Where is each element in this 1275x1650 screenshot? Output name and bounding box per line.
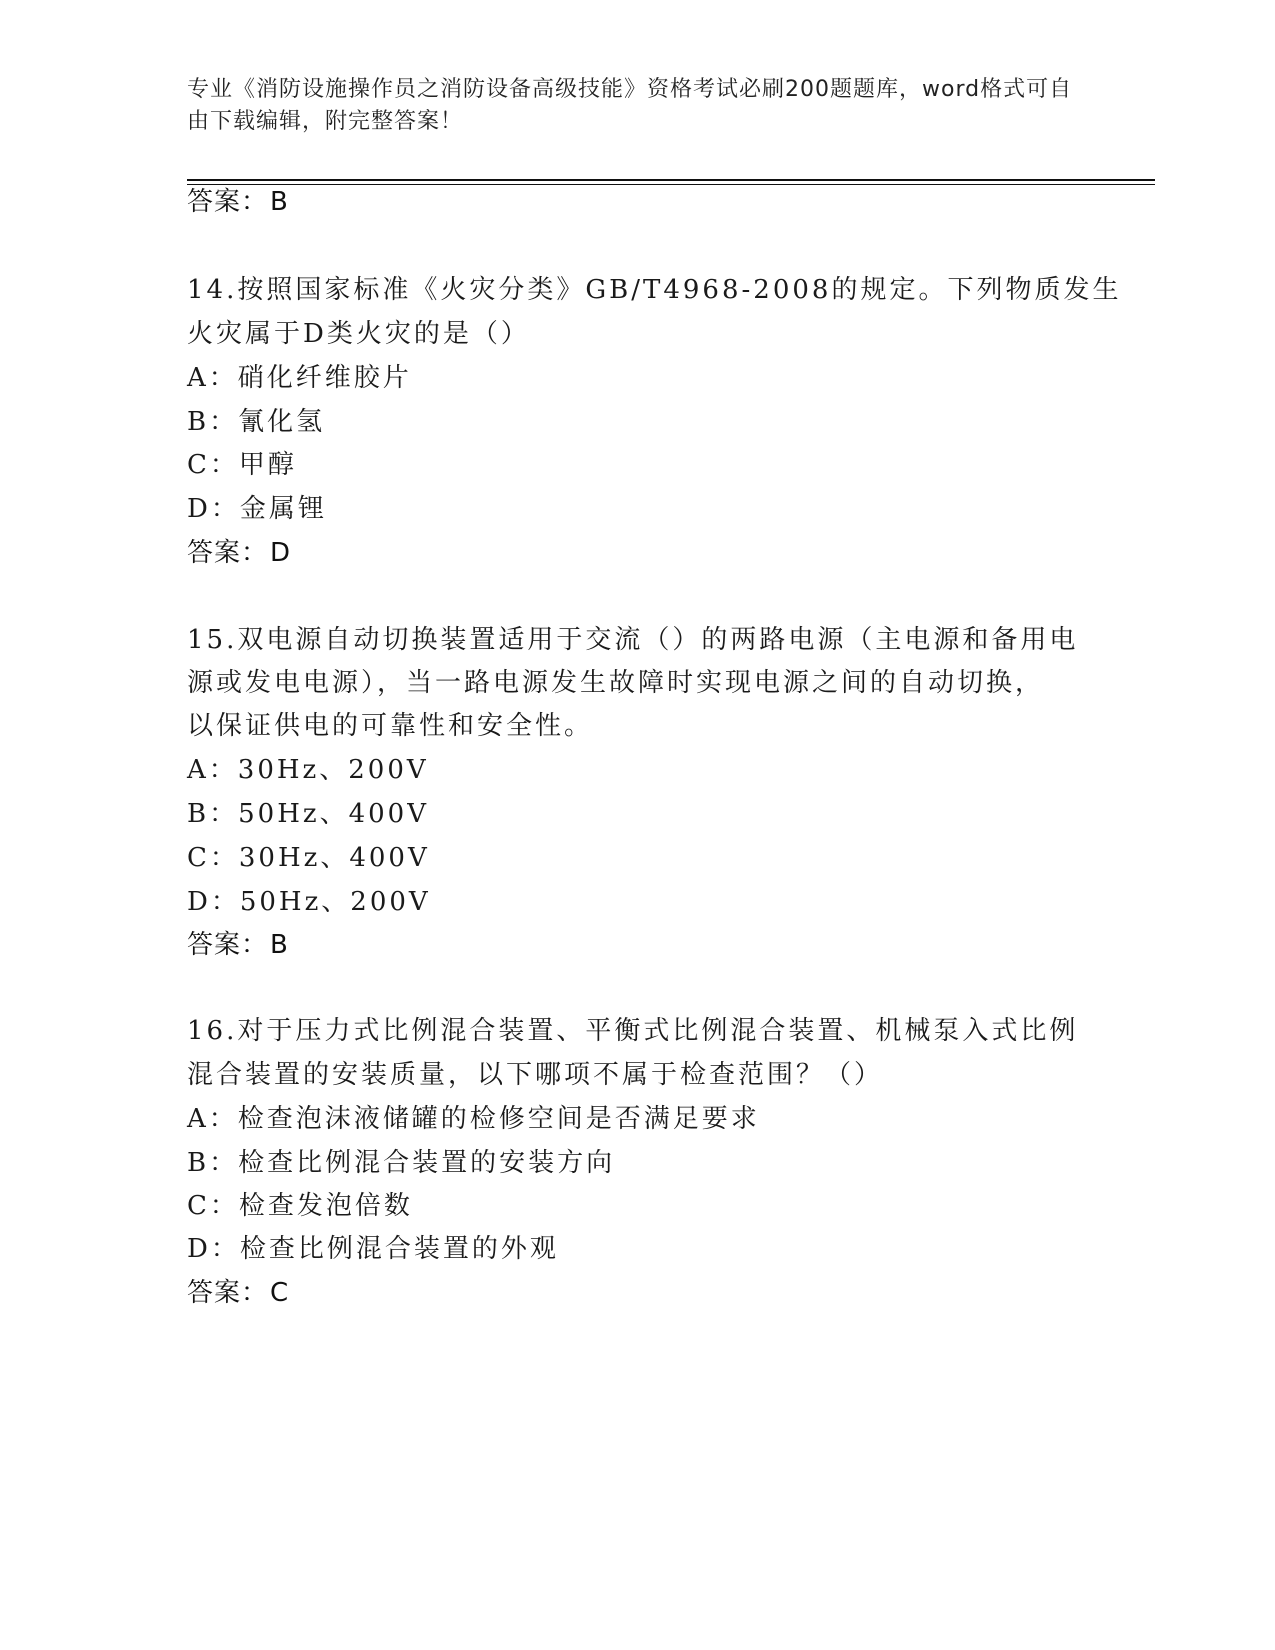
header-rule-thick	[187, 179, 1155, 181]
question-text-line: 16.对于压力式比例混合装置、平衡式比例混合装置、机械泵入式比例	[187, 1016, 1079, 1046]
answer-label: 答案：	[187, 538, 269, 568]
answer-key: B	[270, 187, 289, 217]
answer-key: D	[270, 538, 292, 568]
answer-key: B	[270, 930, 289, 960]
option-d: D：50Hz、200V	[187, 887, 431, 917]
answer-label: 答案：	[187, 930, 269, 960]
option-d: D：检查比例混合装置的外观	[187, 1234, 559, 1264]
answer-line	[187, 1275, 289, 1311]
option-a: A：硝化纤维胶片	[187, 363, 412, 393]
answer-line	[187, 927, 289, 963]
answer-label: 答案：	[187, 1278, 269, 1308]
option-d: D：金属锂	[187, 494, 327, 524]
answer-key: C	[270, 1278, 290, 1308]
document-header: 专业《消防设施操作员之消防设备高级技能》资格考试必刷200题题库，word格式可自由下载编辑，附完整答案！	[187, 77, 1073, 134]
option-b: B：检查比例混合装置的安装方向	[187, 1148, 616, 1178]
option-a: A：检查泡沫液储罐的检修空间是否满足要求	[187, 1104, 760, 1134]
question-text-line: 源或发电电源），当一路电源发生故障时实现电源之间的自动切换，	[187, 668, 1045, 698]
question-text-line: 14.按照国家标准《火灾分类》GB/T4968-2008的规定。下列物质发生	[187, 275, 1122, 305]
option-b: B：50Hz、400V	[187, 799, 429, 829]
question-text-line: 火灾属于D类火灾的是（）	[187, 319, 530, 349]
answer-label: 答案：	[187, 187, 269, 217]
answer-line	[187, 535, 291, 571]
option-c: C：甲醇	[187, 450, 297, 480]
option-b: B：氰化氢	[187, 407, 326, 437]
option-a: A：30Hz、200V	[187, 755, 429, 785]
option-c: C：检查发泡倍数	[187, 1191, 413, 1221]
option-c: C：30Hz、400V	[187, 843, 430, 873]
question-text-line: 以保证供电的可靠性和安全性。	[187, 711, 594, 741]
question-text-line: 混合装置的安装质量，以下哪项不属于检查范围？（）	[187, 1060, 884, 1090]
answer-line	[187, 184, 289, 220]
header-rule-thin	[187, 184, 1155, 185]
question-text-line: 15.双电源自动切换装置适用于交流（）的两路电源（主电源和备用电	[187, 625, 1079, 655]
